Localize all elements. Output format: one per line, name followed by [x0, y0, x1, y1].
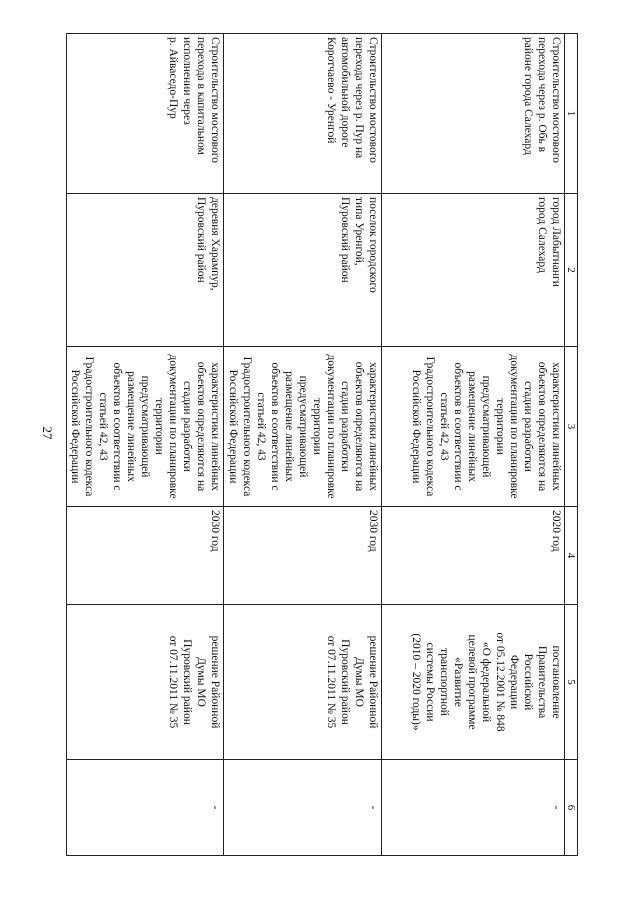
- basis-document-cell: решение Районной Думы МО Пуровский район от 07.11.2011 № 35: [224, 605, 382, 760]
- project-name-cell: Строительство мостового перехода в капитальном исполнении через р. Айваседо-Пур: [67, 34, 224, 194]
- note-cell: -: [224, 760, 382, 856]
- column-header-row: [565, 34, 578, 856]
- project-name-cell: Строительство мостового перехода через р. Обь в районе города Салехард: [382, 34, 565, 194]
- year-cell: 2030 год: [67, 507, 224, 605]
- characteristics-cell: характеристики линейных объектов определяются на стадии разработки документации по планировке территории предусматривающей размещение линейных объектов в соответствии с статьей 42, 43 Градостроительного кодекса Российской Федерации: [224, 347, 382, 507]
- table-row: [382, 34, 565, 856]
- table-row: [224, 34, 382, 856]
- note-cell: -: [67, 760, 224, 856]
- column-header: 1: [565, 34, 578, 194]
- column-header: 2: [565, 194, 578, 347]
- column-header: 5: [565, 605, 578, 760]
- characteristics-cell: характеристики линейных объектов определяются на стадии разработки документации по планировке территории предусматривающей размещение линейных объектов в соответствии с статьей 42, 43 Градостроительного кодекса Российской Федерации: [67, 347, 224, 507]
- year-cell: 2020 год: [382, 507, 565, 605]
- year-cell: 2030 год: [224, 507, 382, 605]
- basis-document-cell: постановление Правительства Российской Федерации от 05.12.2001 № 848 «О федеральной целевой программе «Развитие транспортной системы России (2010 – 2020 годы)»: [382, 605, 565, 760]
- page-number: 27: [40, 426, 55, 440]
- project-name-cell: Строительство мостового перехода через р. Пур на автомобильной дороге Коротчаево - Уренгой: [224, 34, 382, 194]
- bridge-projects-table: [66, 33, 578, 856]
- basis-document-cell: решение Районной Думы МО Пуровский район от 07.11.2011 № 35: [67, 605, 224, 760]
- characteristics-cell: характеристики линейных объектов определяются на стадии разработки документации по планировке территории предусматривающей размещение линейных объектов в соответствии с статьей 42, 43 Градостроительного кодекса Российской Федерации: [382, 347, 565, 507]
- location-cell: деревня Харампур, Пуровский район: [67, 194, 224, 347]
- table-row: [67, 34, 224, 856]
- note-cell: -: [382, 760, 565, 856]
- column-header: 4: [565, 507, 578, 605]
- location-cell: город Лабытнанги город Салехард: [382, 194, 565, 347]
- location-cell: поселок городского типа Уренгой, Пуровский район: [224, 194, 382, 347]
- rotated-table-container: [69, 33, 578, 855]
- column-header: 6: [565, 760, 578, 856]
- column-header: 3: [565, 347, 578, 507]
